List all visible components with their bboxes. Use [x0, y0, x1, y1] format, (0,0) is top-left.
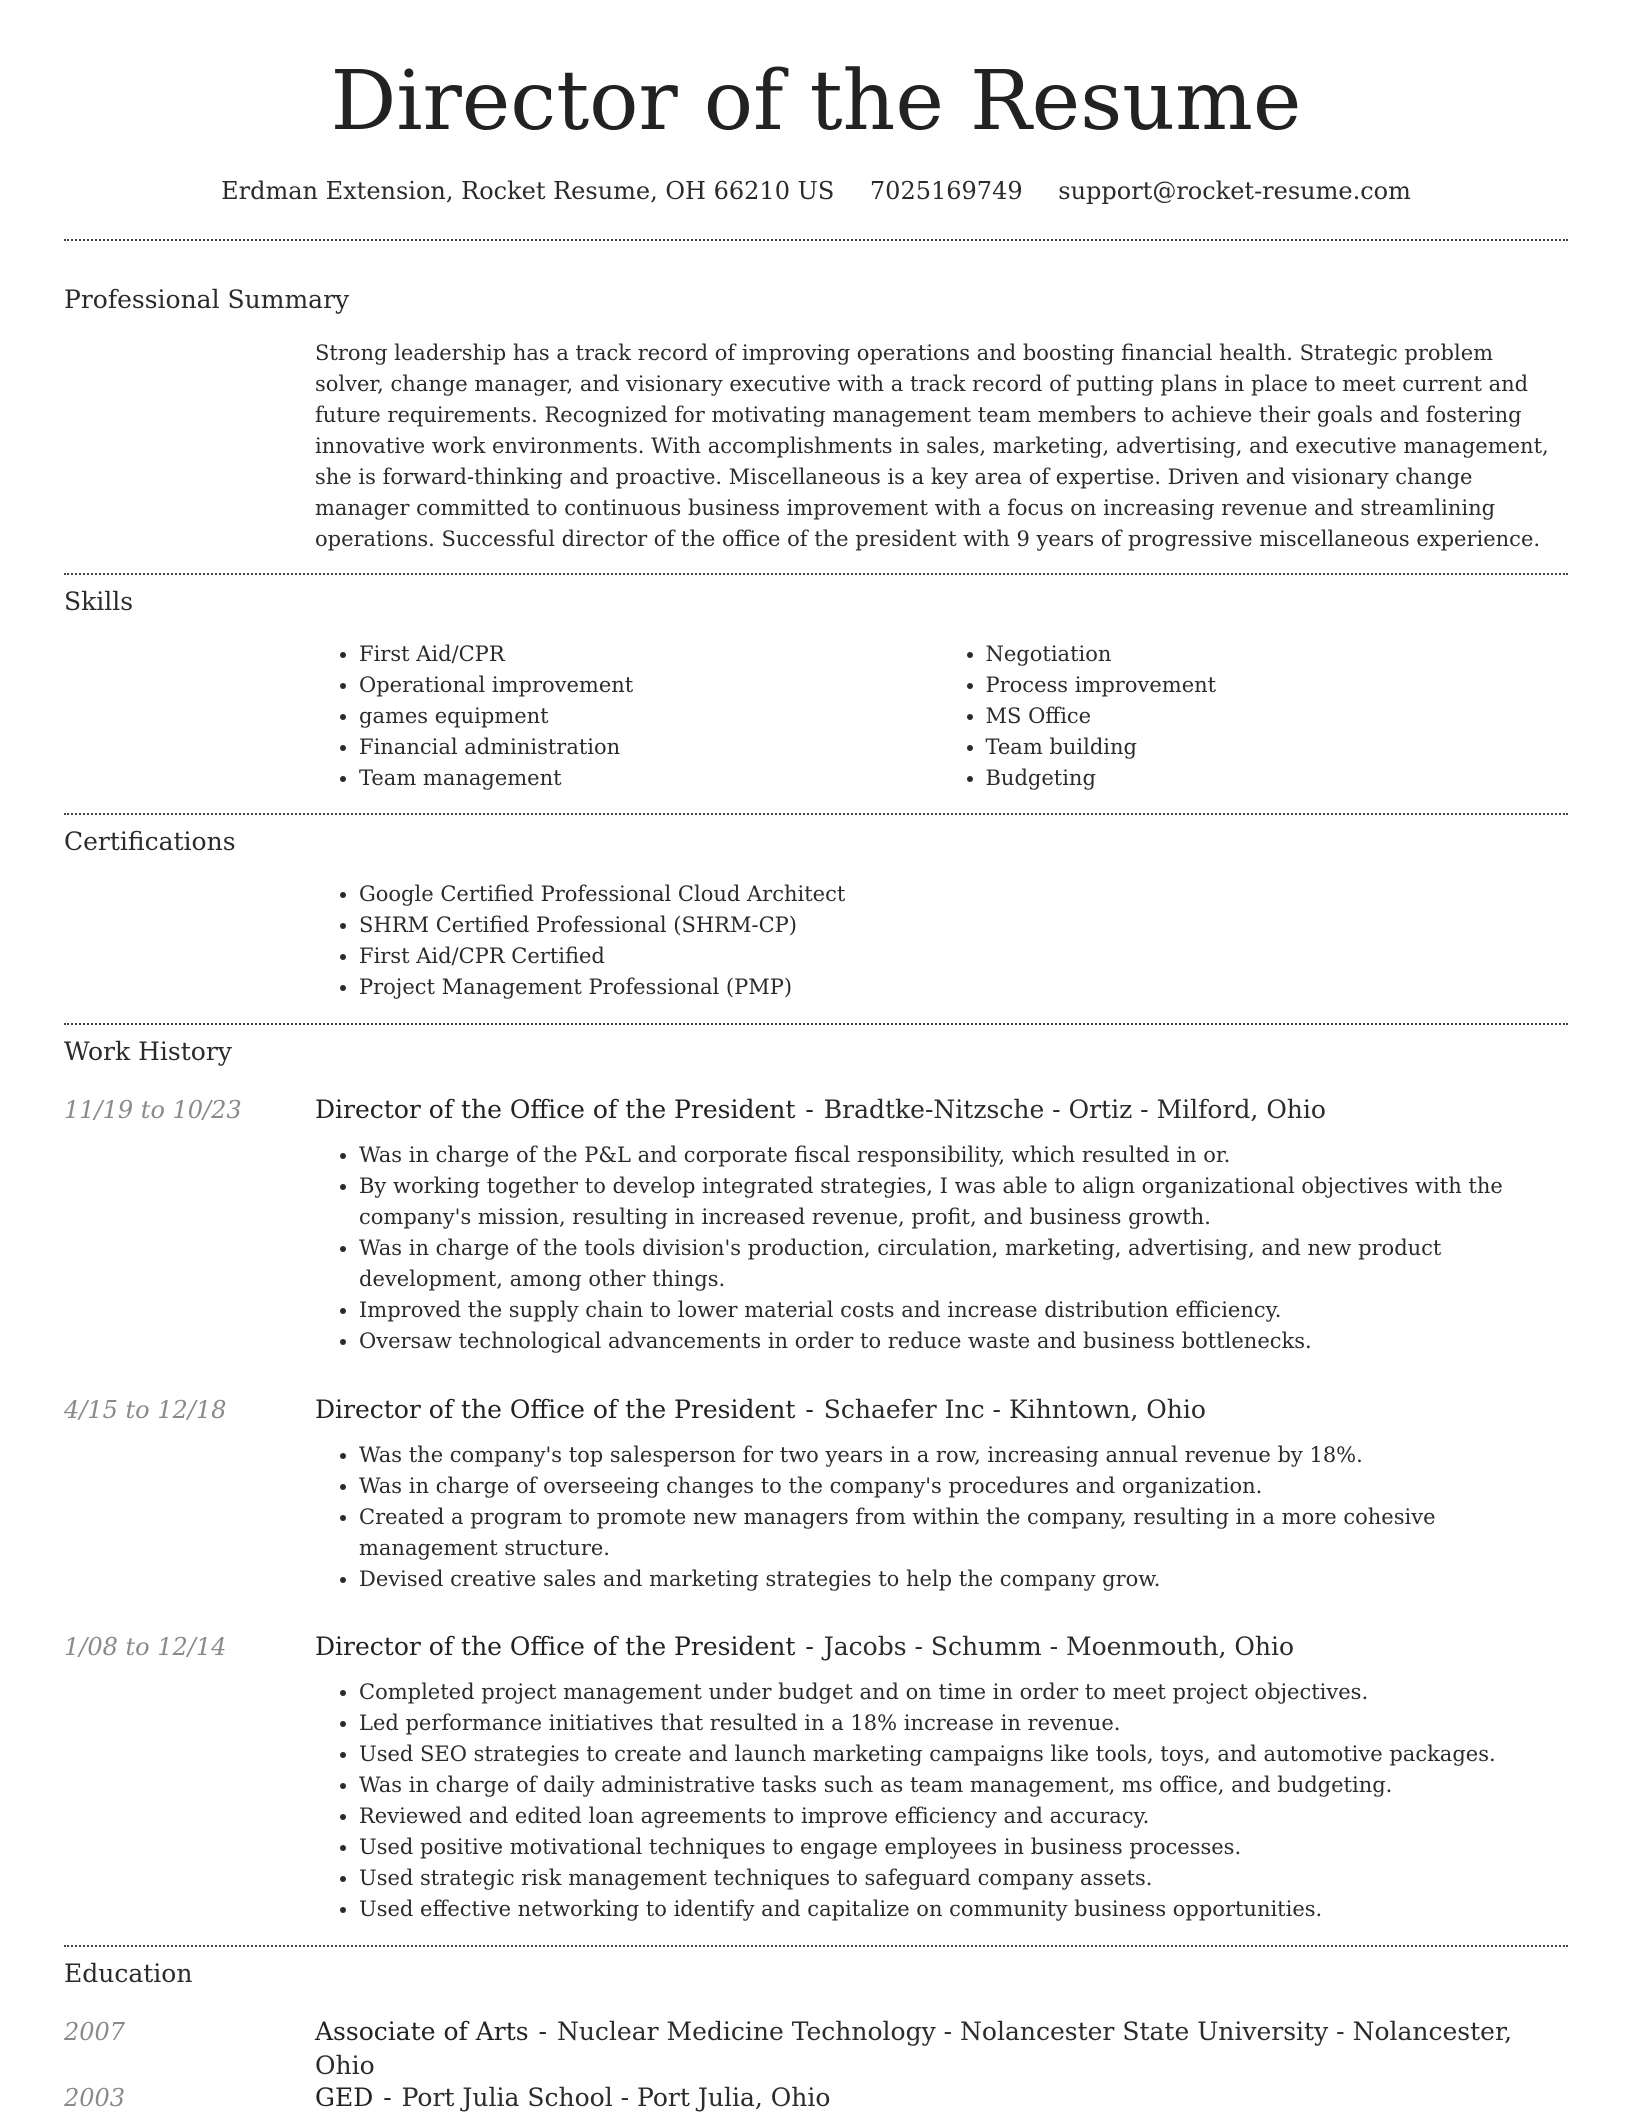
job-bullet: • Led performance initiatives that resulted in a 18% increase in revenue.	[359, 1708, 1568, 1739]
certification-item: • SHRM Certified Professional (SHRM-CP)	[359, 910, 1568, 941]
divider	[64, 239, 1568, 241]
phone-text: 7025169749	[869, 177, 1023, 205]
section-title-summary: Professional Summary	[64, 285, 350, 314]
job-bullets	[315, 1440, 1568, 1595]
skill-item: • games equipment	[359, 701, 942, 732]
job-bullet: • Completed project management under budget and on time in order to meet project objectives.	[359, 1677, 1568, 1708]
job-bullet: • Reviewed and edited loan agreements to improve efficiency and accuracy.	[359, 1801, 1568, 1832]
job-title: Director of the Office of the President - Jacobs - Schumm - Moenmouth, Ohio	[315, 1632, 1295, 1661]
job-company: Bradtke-Nitzsche - Ortiz - Milford, Ohio	[823, 1095, 1326, 1124]
skills-section	[64, 584, 1568, 794]
certification-item: • Project Management Professional (PMP)	[359, 972, 1568, 1003]
certification-item: • First Aid/CPR Certified	[359, 941, 1568, 972]
section-title-certifications: Certifications	[64, 827, 236, 856]
education-entry	[64, 2081, 1568, 2115]
job-bullet: • Was in charge of overseeing changes to the company's procedures and organization.	[359, 1471, 1568, 1502]
section-title-skills: Skills	[64, 587, 134, 616]
education-entry	[64, 2015, 1568, 2083]
skill-item: • Team building	[986, 732, 1569, 763]
job-bullet: • Was in charge of the P&L and corporate fiscal responsibility, which resulted in or.	[359, 1140, 1568, 1171]
skills-list-right	[942, 639, 1569, 794]
job-bullet: • Used effective networking to identify and capitalize on community business opportunities.	[359, 1894, 1568, 1925]
divider	[64, 573, 1568, 575]
education-degree: Associate of Arts	[315, 2017, 529, 2046]
skill-item: • MS Office	[986, 701, 1569, 732]
education-degree: GED	[315, 2083, 374, 2112]
certifications-list	[315, 879, 1568, 1003]
address-text: Erdman Extension, Rocket Resume, OH 66210 US	[221, 177, 835, 205]
summary-section	[64, 282, 1568, 555]
job-entry	[64, 1393, 1568, 1595]
education-year: 2007	[64, 2018, 126, 2046]
skills-list-left	[315, 639, 942, 794]
job-title: Director of the Office of the President - Schaefer Inc - Kihntown, Ohio	[315, 1395, 1206, 1424]
work-history-section	[64, 1034, 1568, 1070]
job-bullet: • Oversaw technological advancements in order to reduce waste and business bottlenecks.	[359, 1326, 1568, 1357]
education-title: GED - Port Julia School - Port Julia, Ohio	[315, 2083, 831, 2112]
skill-item: • Financial administration	[359, 732, 942, 763]
job-dates: 1/08 to 12/14	[64, 1633, 227, 1661]
section-title-education: Education	[64, 1959, 193, 1988]
job-entry	[64, 1093, 1568, 1357]
job-role: Director of the Office of the President	[315, 1395, 796, 1424]
education-year: 2003	[64, 2084, 126, 2112]
email-link[interactable]: support@rocket-resume.com	[1058, 177, 1411, 205]
contact-line	[0, 174, 1632, 208]
job-bullet: • Created a program to promote new managers from within the company, resulting in a more cohesive management structure.	[359, 1502, 1568, 1564]
job-bullet: • Devised creative sales and marketing strategies to help the company grow.	[359, 1564, 1568, 1595]
education-section	[64, 1956, 1568, 1992]
job-bullet: • Used strategic risk management techniques to safeguard company assets.	[359, 1863, 1568, 1894]
skill-item: • Operational improvement	[359, 670, 942, 701]
section-title-work-history: Work History	[64, 1037, 232, 1066]
job-bullet: • Improved the supply chain to lower material costs and increase distribution efficiency.	[359, 1295, 1568, 1326]
job-role: Director of the Office of the President	[315, 1632, 796, 1661]
divider	[64, 1945, 1568, 1947]
job-title: Director of the Office of the President - Bradtke-Nitzsche - Ortiz - Milford, Ohio	[315, 1095, 1326, 1124]
divider	[64, 1023, 1568, 1025]
skill-item: • Budgeting	[986, 763, 1569, 794]
job-bullets	[315, 1677, 1568, 1925]
certification-item: • Google Certified Professional Cloud Architect	[359, 879, 1568, 910]
skill-item: • First Aid/CPR	[359, 639, 942, 670]
job-bullet: • Was in charge of the tools division's production, circulation, marketing, advertising, and new product development, among other things.	[359, 1233, 1568, 1295]
education-detail: Port Julia School - Port Julia, Ohio	[401, 2083, 831, 2112]
skills-grid	[315, 639, 1568, 794]
certifications-section	[64, 824, 1568, 1003]
summary-text: Strong leadership has a track record of improving operations and boosting financial health. Strategic problem solver, change manager, and visionary executive with a track record of putting plans in place to meet current and future requirements. Recognized for motivating management team members to achieve their goals and fostering innovative work environments. With accomplishments in sales, marketing, advertising, and executive management, she is forward-thinking and proactive. Miscellaneous is a key area of expertise. Driven and visionary change manager committed to continuous business improvement with a focus on increasing revenue and streamlining operations. Successful director of the office of the president with 9 years of progressive miscellaneous experience.	[315, 341, 1549, 551]
candidate-name: Director of the Resume	[330, 54, 1302, 149]
job-bullet: • Was the company's top salesperson for two years in a row, increasing annual revenue by 18%.	[359, 1440, 1568, 1471]
divider	[64, 813, 1568, 815]
skill-item: • Negotiation	[986, 639, 1569, 670]
education-title: Associate of Arts - Nuclear Medicine Technology - Nolancester State University - Nolancester, Ohio	[315, 2017, 1513, 2080]
job-company: Schaefer Inc - Kihntown, Ohio	[823, 1395, 1206, 1424]
education-detail: Nuclear Medicine Technology - Nolancester State University - Nolancester, Ohio	[315, 2017, 1513, 2080]
job-bullet: • By working together to develop integrated strategies, I was able to align organizational objectives with the company's mission, resulting in increased revenue, profit, and business growth.	[359, 1171, 1568, 1233]
job-dates: 11/19 to 10/23	[64, 1096, 242, 1124]
job-role: Director of the Office of the President	[315, 1095, 796, 1124]
job-bullets	[315, 1140, 1568, 1357]
job-bullet: • Used SEO strategies to create and launch marketing campaigns like tools, toys, and automotive packages.	[359, 1739, 1568, 1770]
skill-item: • Team management	[359, 763, 942, 794]
job-entry	[64, 1630, 1568, 1925]
skill-item: • Process improvement	[986, 670, 1569, 701]
job-dates: 4/15 to 12/18	[64, 1396, 227, 1424]
job-bullet: • Was in charge of daily administrative tasks such as team management, ms office, and budgeting.	[359, 1770, 1568, 1801]
job-company: Jacobs - Schumm - Moenmouth, Ohio	[823, 1632, 1295, 1661]
job-bullet: • Used positive motivational techniques to engage employees in business processes.	[359, 1832, 1568, 1863]
